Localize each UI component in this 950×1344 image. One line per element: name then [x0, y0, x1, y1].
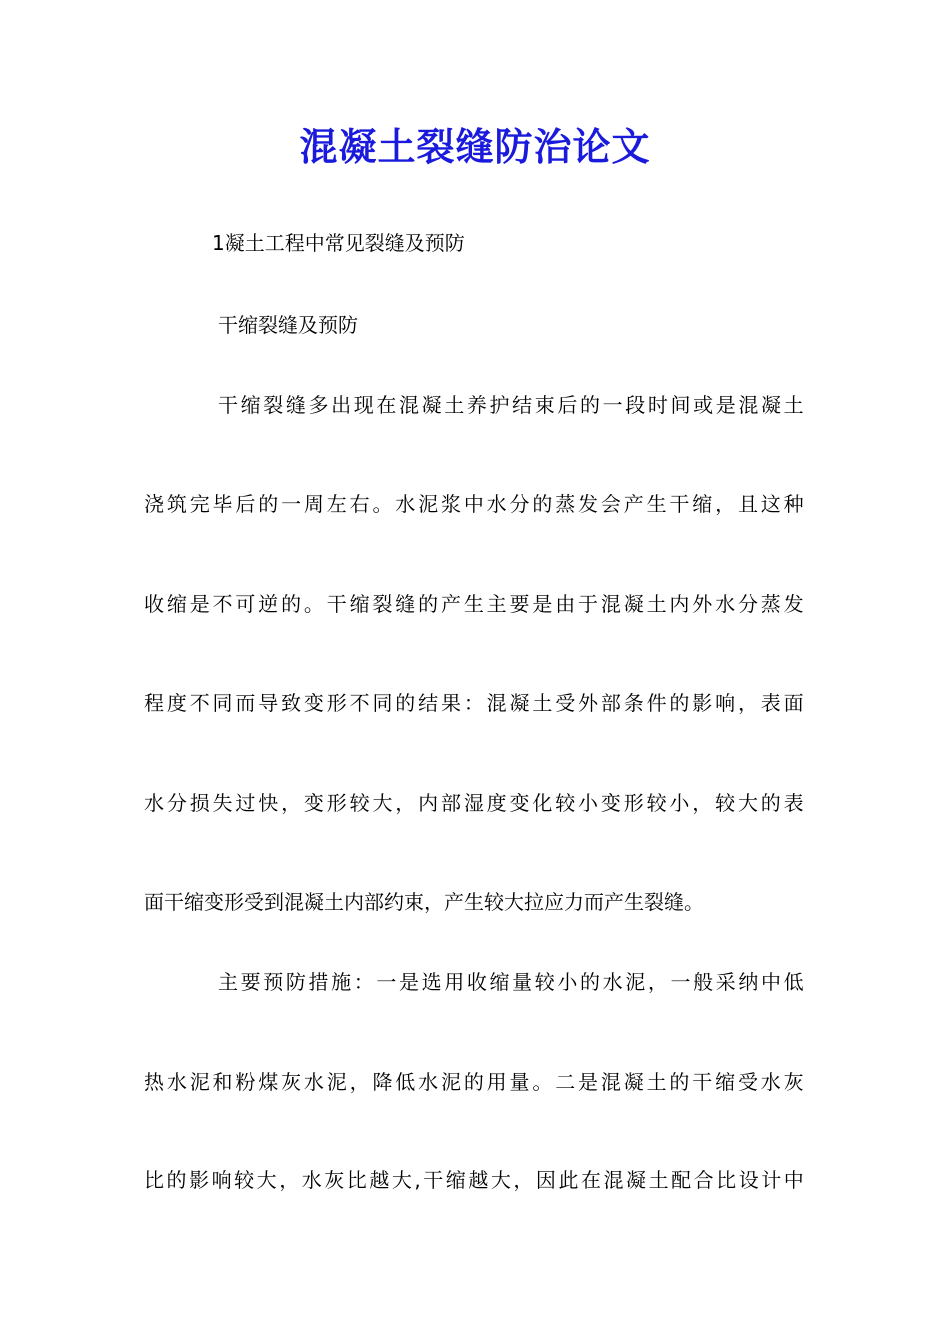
- paragraph-line: 热 水 泥 和 粉 煤 灰 水 泥 ， 降 低 水 泥 的 用 量 。 二 是 混 凝 土 的 干 缩 受 水 灰: [144, 1070, 804, 1094]
- section-heading: 1凝土工程中常见裂缝及预防: [212, 231, 465, 255]
- paragraph-line: 比 的 影 响 较 大 ， 水 灰 比 越 大 , 干 缩 越 大 ， 因 此 在 混 凝 土 配 合 比 设 计 中: [144, 1168, 804, 1192]
- paragraph-line: 主 要 预 防 措 施 ： 一 是 选 用 收 缩 量 较 小 的 水 泥 ， 一 般 采 纳 中 低: [218, 970, 804, 994]
- subsection-heading: 干缩裂缝及预防: [218, 313, 358, 337]
- paragraph-line: 面干缩变形受到混凝土内部约束，产生较大拉应力而产生裂缝。: [144, 890, 704, 914]
- paragraph-line: 水 分 损 失 过 快 ， 变 形 较 大 ， 内 部 湿 度 变 化 较 小 变 形 较 小 ， 较 大 的 表: [144, 791, 804, 815]
- paragraph-line: 程 度 不 同 而 导 致 变 形 不 同 的 结 果 ： 混 凝 土 受 外 部 条 件 的 影 响 ， 表 面: [144, 691, 804, 715]
- paragraph-line: 收 缩 是 不 可 逆 的 。 干 缩 裂 缝 的 产 生 主 要 是 由 于 混 凝 土 内 外 水 分 蒸 发: [144, 592, 804, 616]
- paragraph-line: 干 缩 裂 缝 多 出 现 在 混 凝 土 养 护 结 束 后 的 一 段 时 间 或 是 混 凝 土: [218, 393, 804, 417]
- document-title: 混凝土裂缝防治论文: [299, 124, 651, 169]
- paragraph-line: 浇 筑 完 毕 后 的 一 周 左 右 。 水 泥 浆 中 水 分 的 蒸 发 会 产 生 干 缩 ， 且 这 种: [144, 492, 804, 516]
